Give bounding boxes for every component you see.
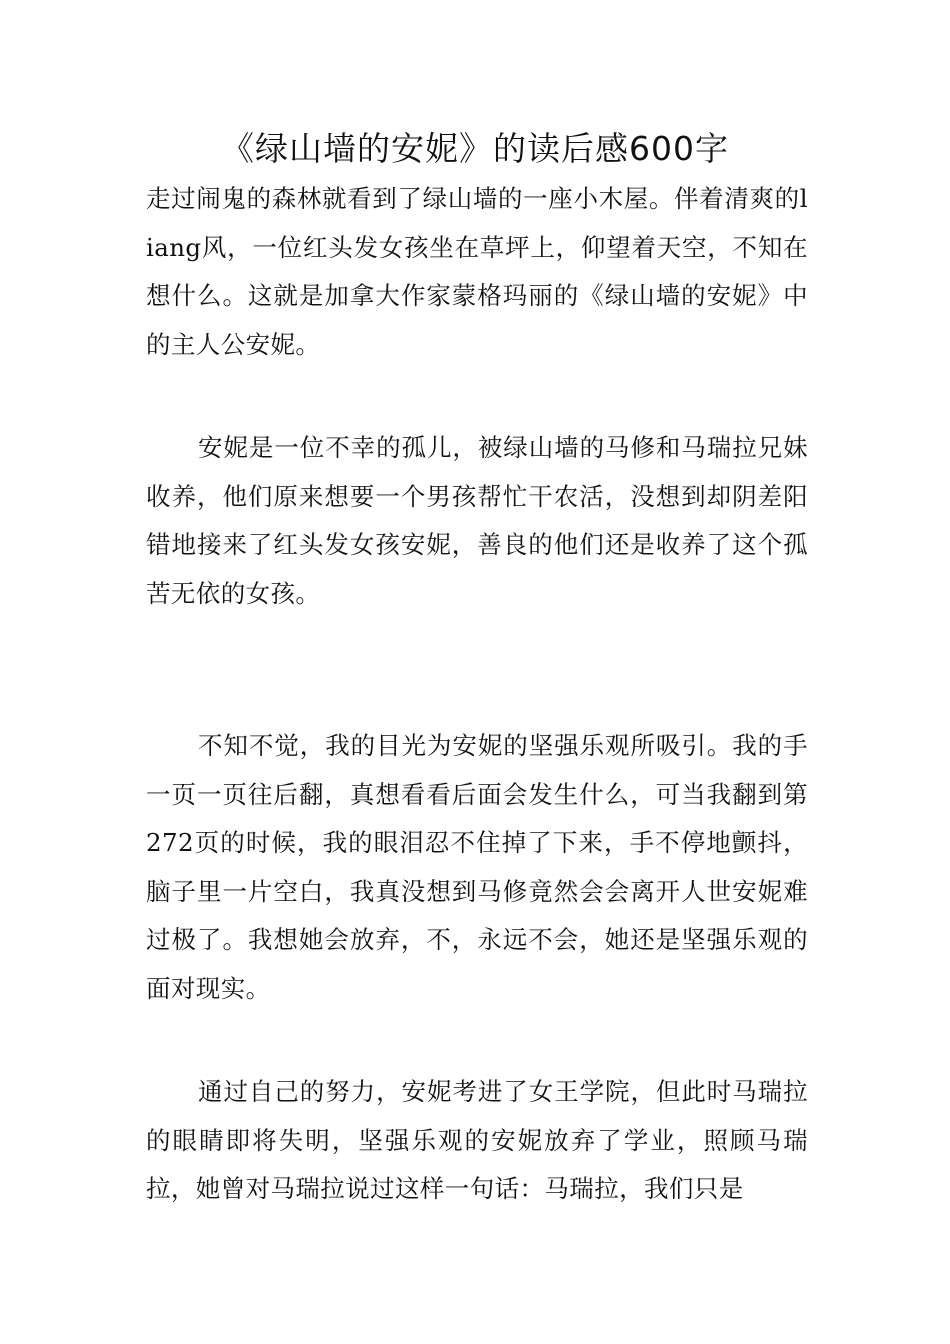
- paragraph-4: 通过自己的努力，安妮考进了女王学院，但此时马瑞拉的眼睛即将失明，坚强乐观的安妮放弃了学业，照顾马瑞拉，她曾对马瑞拉说过这样一句话：马瑞拉，我们只是: [146, 1077, 808, 1203]
- document-title: 《绿山墙的安妮》的读后感600字: [221, 129, 729, 168]
- paragraph-1: 走过闹鬼的森林就看到了绿山墙的一座小木屋。伴着清爽的liang风，一位红头发女孩坐在草坪上，仰望着天空，不知在想什么。这就是加拿大作家蒙格玛丽的《绿山墙的安妮》中的主人公安妮。: [146, 184, 808, 359]
- paragraph-3: 不知不觉，我的目光为安妮的坚强乐观所吸引。我的手一页一页往后翻，真想看看后面会发生什么，可当我翻到第272页的时候，我的眼泪忍不住掉了下来，手不停地颤抖，脑子里一片空白，我真没想到马修竟然会会离开人世安妮难过极了。我想她会放弃，不，永远不会，她还是坚强乐观的面对现实。: [146, 731, 808, 1003]
- paragraph-2: 安妮是一位不幸的孤儿，被绿山墙的马修和马瑞拉兄妹收养，他们原来想要一个男孩帮忙干农活，没想到却阴差阳错地接来了红头发女孩安妮，善良的他们还是收养了这个孤苦无依的女孩。: [146, 433, 808, 608]
